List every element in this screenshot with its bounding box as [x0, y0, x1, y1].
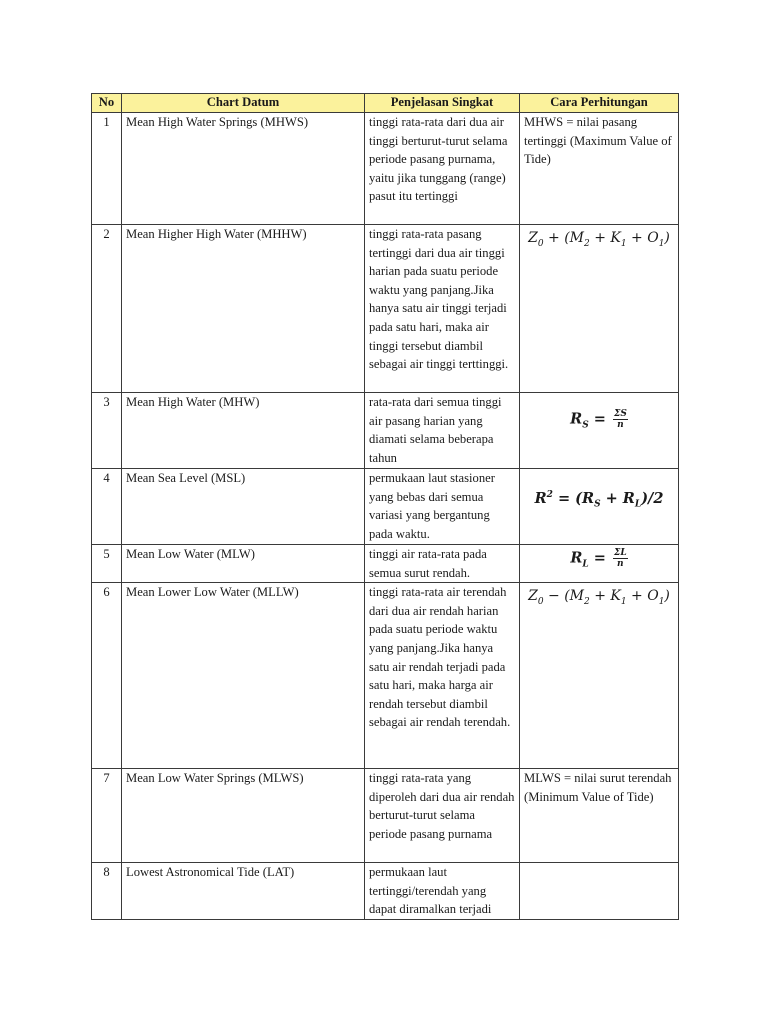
row-number: 1	[92, 113, 122, 225]
formula-mlw: $R_L$ = $\frac{\Sigma L}{n}$	[570, 548, 627, 570]
row-number: 5	[92, 545, 122, 583]
table-row	[92, 545, 679, 583]
table-row	[92, 769, 679, 863]
row-number: 3	[92, 393, 122, 469]
formula-mhw: $R_S$ = $\frac{\Sigma S}{n}$	[570, 409, 627, 431]
row-calculation	[520, 393, 679, 469]
table-row	[92, 469, 679, 545]
chart-datum-table	[91, 93, 679, 920]
row-number: 6	[92, 583, 122, 769]
table-row	[92, 393, 679, 469]
row-calculation	[520, 545, 679, 583]
row-calculation	[520, 583, 679, 769]
row-number: 4	[92, 469, 122, 545]
row-description: tinggi rata-rata dari dua air tinggi berturut-turut selama periode pasang purnama, yaitu jika tunggang (range) pasut itu tertinggi	[365, 113, 520, 225]
row-datum: Lowest Astronomical Tide (LAT)	[122, 863, 365, 920]
row-calculation: MLWS = nilai surut terendah (Minimum Value of Tide)	[520, 769, 679, 863]
row-datum: Mean Higher High Water (MHHW)	[122, 225, 365, 393]
row-datum: Mean High Water (MHW)	[122, 393, 365, 469]
row-datum: Mean Low Water (MLW)	[122, 545, 365, 583]
row-description: permukaan laut stasioner yang bebas dari semua variasi yang bergantung pada waktu.	[365, 469, 520, 545]
table-row	[92, 863, 679, 920]
row-number: 8	[92, 863, 122, 920]
row-description: tinggi air rata-rata pada semua surut rendah.	[365, 545, 520, 583]
row-number: 7	[92, 769, 122, 863]
row-description: tinggi rata-rata yang diperoleh dari dua air rendah berturut-turut selama periode pasang purnama	[365, 769, 520, 863]
formula-mhhw: $Z_0 + (M_2 + K_1 + O_1)$	[528, 230, 670, 249]
header-penjelasan: Penjelasan Singkat	[365, 94, 520, 113]
row-calculation	[520, 225, 679, 393]
row-description: permukaan laut tertinggi/terendah yang dapat diramalkan terjadi	[365, 863, 520, 920]
row-description: rata-rata dari semua tinggi air pasang harian yang diamati selama beberapa tahun	[365, 393, 520, 469]
row-description: tinggi rata-rata air terendah dari dua air rendah harian pada suatu periode waktu yang panjang.Jika hanya satu air rendah terjadi pada satu hari, maka harga air rendah tersebut diambil sebagai air rendah terendah.	[365, 583, 520, 769]
row-datum: Mean Low Water Springs (MLWS)	[122, 769, 365, 863]
row-calculation: MHWS = nilai pasang tertinggi (Maximum Value of Tide)	[520, 113, 679, 225]
table-row	[92, 583, 679, 769]
row-datum: Mean Sea Level (MSL)	[122, 469, 365, 545]
header-no: No	[92, 94, 122, 113]
row-calculation	[520, 469, 679, 545]
row-calculation	[520, 863, 679, 920]
row-description: tinggi rata-rata pasang tertinggi dari dua air tinggi harian pada suatu periode waktu yang panjang.Jika hanya satu air tinggi terjadi pada satu hari, maka air tinggi tersebut diambil sebagai air tinggi terttinggi.	[365, 225, 520, 393]
header-cara-perhitungan: Cara Perhitungan	[520, 94, 679, 113]
header-chart-datum: Chart Datum	[122, 94, 365, 113]
formula-mllw: $Z_0 - (M_2 + K_1 + O_1)$	[528, 588, 670, 607]
row-datum: Mean High Water Springs (MHWS)	[122, 113, 365, 225]
table-header-row	[92, 94, 679, 113]
table-row	[92, 113, 679, 225]
row-datum: Mean Lower Low Water (MLLW)	[122, 583, 365, 769]
formula-msl: $R^2 = (R_S + R_L)/2$	[534, 489, 664, 510]
row-number: 2	[92, 225, 122, 393]
table-row	[92, 225, 679, 393]
